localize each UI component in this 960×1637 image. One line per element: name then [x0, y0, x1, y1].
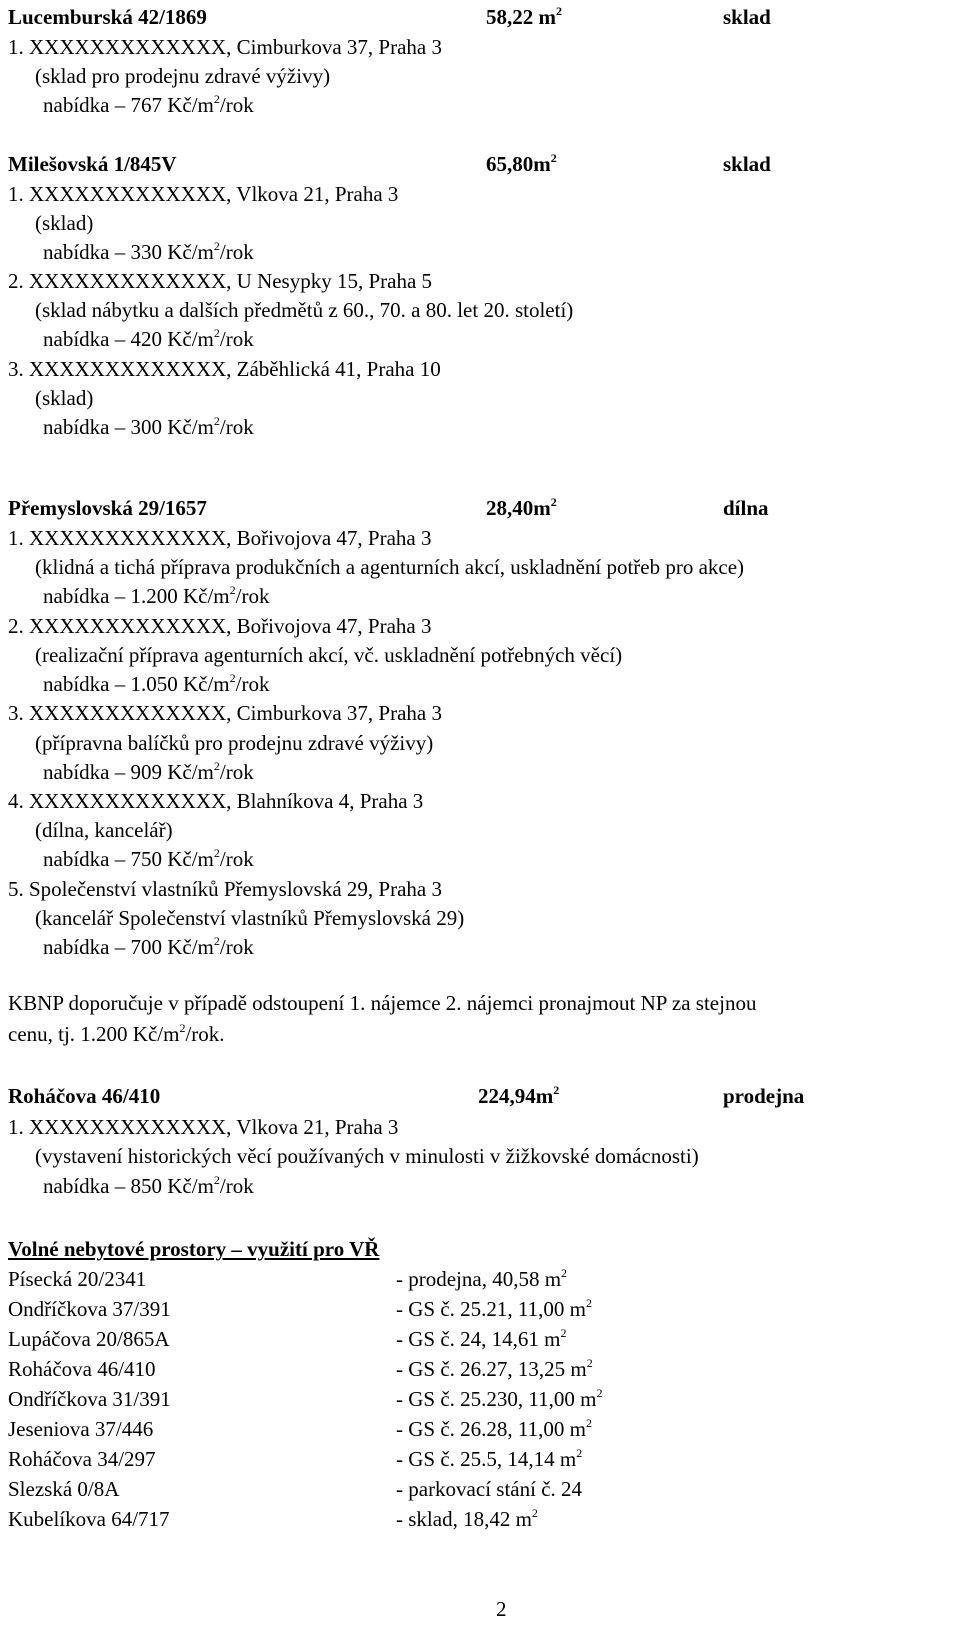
offer-price: nabídka – 700 $Kč/m^2$/rok — [43, 934, 254, 959]
offer-line: 5. Společenství vlastníků Přemyslovská 29, Praha 3 — [8, 877, 442, 901]
offer-price: nabídka – 750 $Kč/m^2$/rok — [43, 846, 254, 871]
vr-row-address: Roháčova 34/297 — [8, 1447, 156, 1471]
offer-price: nabídka – 300 $Kč/m^2$/rok — [43, 414, 254, 439]
vr-row-desc: - GS č. 25.5, 14,14 $m^2$ — [396, 1446, 583, 1471]
vr-row-address: Písecká 20/2341 — [8, 1267, 147, 1291]
offer-price: nabídka – 767 $Kč/m^2$/rok — [43, 92, 254, 117]
offer-note: (dílna, kancelář) — [35, 818, 173, 842]
section-type: dílna — [723, 496, 769, 520]
offer-note: (vystavení historických věcí používaných v minulosti v žižkovské domácnosti) — [35, 1144, 699, 1168]
vr-row-address: Ondříčkova 31/391 — [8, 1387, 171, 1411]
offer-note: (sklad) — [35, 211, 94, 235]
vr-row-address: Lupáčova 20/865A — [8, 1327, 170, 1351]
page-number: 2 — [496, 1597, 507, 1621]
offer-price: nabídka – 420 $Kč/m^2$/rok — [43, 326, 254, 351]
offer-line: 3. XXXXXXXXXXXXX, Cimburkova 37, Praha 3 — [8, 701, 442, 725]
vr-row-address: Jeseniova 37/446 — [8, 1417, 154, 1441]
vr-row-desc: - GS č. 24, 14,61 $m^2$ — [396, 1326, 567, 1351]
section-area: $65,80m^2$ — [486, 151, 557, 176]
vr-row-desc: - GS č. 26.27, 13,25 $m^2$ — [396, 1356, 593, 1381]
section-header — [8, 495, 769, 521]
offer-price: nabídka – 330 $Kč/m^2$/rok — [43, 239, 254, 264]
section-type: sklad — [723, 152, 771, 176]
section-area: $224,94m^2$ — [478, 1083, 560, 1108]
section-header — [8, 1083, 805, 1109]
offer-line: 2. XXXXXXXXXXXXX, U Nesypky 15, Praha 5 — [8, 269, 433, 293]
section-address: Roháčova 46/410 — [8, 1084, 161, 1108]
section-header — [8, 4, 771, 30]
offer-note: (realizační příprava agenturních akcí, vč. uskladnění potřebných věcí) — [35, 643, 623, 667]
section-type: sklad — [723, 5, 771, 29]
section-header — [8, 151, 771, 177]
offer-price: nabídka – 1.200 $Kč/m^2$/rok — [43, 583, 270, 608]
section-area: 58,22 $m^2$ — [486, 4, 562, 29]
section-address: Lucemburská 42/1869 — [8, 5, 207, 29]
offer-line: 1. XXXXXXXXXXXXX, Cimburkova 37, Praha 3 — [8, 35, 442, 59]
recommendation-text-cont: cenu, tj. 1.200 $Kč/m^2$/rok. — [8, 1021, 225, 1046]
offer-note: (klidná a tichá příprava produkčních a agenturních akcí, uskladnění potřeb pro akce) — [35, 555, 745, 579]
offer-note: (sklad) — [35, 386, 94, 410]
section-address: Milešovská 1/845V — [8, 152, 177, 176]
offer-line: 1. XXXXXXXXXXXXX, Vlkova 21, Praha 3 — [8, 182, 399, 206]
offer-line: 3. XXXXXXXXXXXXX, Záběhlická 41, Praha 10 — [8, 357, 441, 381]
vr-row-desc: - parkovací stání č. 24 — [396, 1477, 583, 1501]
recommendation-text: KBNP doporučuje v případě odstoupení 1. nájemce 2. nájemci pronajmout NP za stejnou — [8, 991, 757, 1015]
offer-price: nabídka – 1.050 $Kč/m^2$/rok — [43, 671, 270, 696]
offer-line: 1. XXXXXXXXXXXXX, Bořivojova 47, Praha 3 — [8, 526, 432, 550]
offer-note: (sklad nábytku a dalších předmětů z 60., 70. a 80. let 20. století) — [35, 298, 574, 322]
section-area: $28,40m^2$ — [486, 495, 557, 520]
vr-row-desc: - GS č. 26.28, 11,00 $m^2$ — [396, 1416, 592, 1441]
vr-row-desc: - GS č. 25.21, 11,00 $m^2$ — [396, 1296, 592, 1321]
offer-note: (kancelář Společenství vlastníků Přemyslovská 29) — [35, 906, 465, 930]
vr-row-desc: - sklad, 18,42 $m^2$ — [396, 1506, 538, 1531]
vr-row-desc: - GS č. 25.230, 11,00 $m^2$ — [396, 1386, 603, 1411]
vr-row-address: Kubelíkova 64/717 — [8, 1507, 170, 1531]
vr-row-address: Slezská 0/8A — [8, 1477, 120, 1501]
offer-line: 1. XXXXXXXXXXXXX, Vlkova 21, Praha 3 — [8, 1115, 399, 1139]
offer-note: (přípravna balíčků pro prodejnu zdravé výživy) — [35, 731, 434, 755]
offer-line: 4. XXXXXXXXXXXXX, Blahníkova 4, Praha 3 — [8, 789, 424, 813]
offer-line: 2. XXXXXXXXXXXXX, Bořivojova 47, Praha 3 — [8, 614, 432, 638]
vr-section-heading: Volné nebytové prostory – využití pro VŘ — [8, 1237, 380, 1261]
vr-row-address: Ondříčkova 37/391 — [8, 1297, 171, 1321]
section-address: Přemyslovská 29/1657 — [8, 496, 207, 520]
offer-price: nabídka – 850 $Kč/m^2$/rok — [43, 1173, 254, 1198]
offer-price: nabídka – 909 $Kč/m^2$/rok — [43, 759, 254, 784]
offer-note: (sklad pro prodejnu zdravé výživy) — [35, 64, 331, 88]
section-type: prodejna — [723, 1084, 805, 1108]
vr-row-desc: - prodejna, 40,58 $m^2$ — [396, 1266, 568, 1291]
vr-row-address: Roháčova 46/410 — [8, 1357, 156, 1381]
